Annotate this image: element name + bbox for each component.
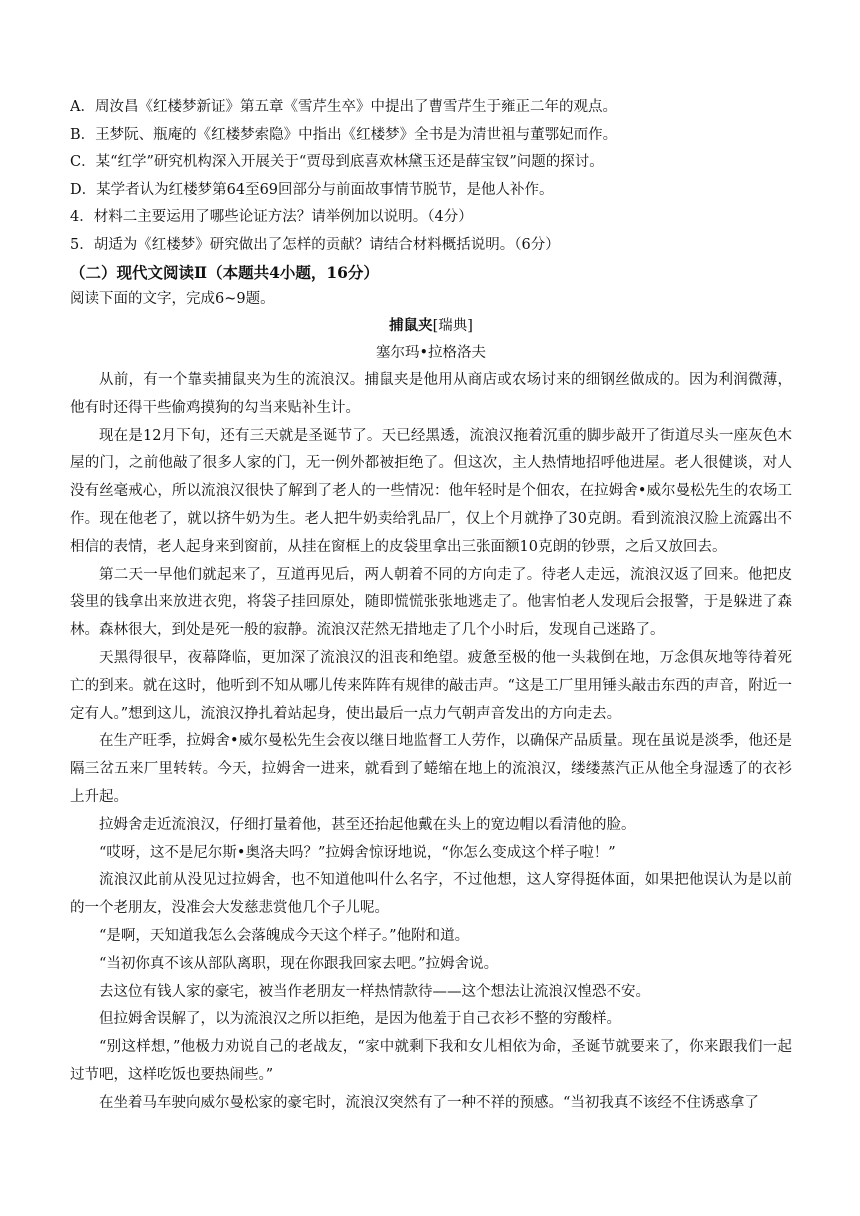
paragraph: 第二天一早他们就起来了，互道再见后，两人朝着不同的方向走了。待老人走远，流浪汉返了回来。他把皮袋里的钱拿出来放进衣兜，将袋子挂回原处，随即慌慌张张地逃走了。他害怕老人发现后会报警，于是躲进了森林。森林很大，到处是死一般的寂静。流浪汉茫然无措地走了几个小时后，发现自己迷路了。 (70, 566, 792, 639)
paragraph: 但拉姆舍误解了，以为流浪汉之所以拒绝，是因为他羞于自己衣衫不整的穷酸样。 (99, 1011, 621, 1028)
paragraph: 拉姆舍走近流浪汉，仔细打量着他，甚至还抬起他戴在头上的宽边帽以看清他的脸。 (99, 816, 636, 833)
paragraph: “别这样想，”他极力劝说自己的老战友，“家中就剩下我和女儿相依为命，圣诞节就要来了，你来跟我们一起过节吧，这样吃饭也要热闹些。” (70, 1039, 792, 1083)
paragraph: 去这位有钱人家的豪宅，被当作老朋友一样热情款待——这个想法让流浪汉惶恐不安。 (99, 983, 650, 1000)
option-a: A．周汝昌《红楼梦新证》第五章《雪芹生卒》中提出了曹雪芹生于雍正二年的观点。 (70, 99, 617, 115)
question-list (70, 204, 792, 259)
paragraph: 流浪汉此前从没见过拉姆舍，也不知道他叫什么名字，不过他想，这人穿得挺体面，如果把他误认为是以前的一个老朋友，没准会大发慈悲赏他几个子儿呢。 (70, 872, 792, 917)
paragraph: 在坐着马车驶向威尔曼松家的豪宅时，流浪汉突然有了一种不祥的预感。“当初我真不该经不住诱惑拿了 (99, 1094, 759, 1111)
paragraph: 天黑得很早，夜幕降临，更加深了流浪汉的沮丧和绝望。疲惫至极的他一头栽倒在地，万念俱灰地等待着死亡的到来。就在这时，他听到不知从哪儿传来阵阵有规律的敲击声。“这是工厂里用锤头敲击东西的声音，附近一定有人。”想到这儿，流浪汉挣扎着站起身，使出最后一点力气朝声音发出的方向走去。 (70, 649, 792, 722)
paragraph: “哎呀，这不是尼尔斯•奥洛夫吗？”拉姆舍惊讶地说，“你怎么变成这个样子啦！” (99, 844, 616, 861)
story-title (70, 312, 792, 340)
question-4: 4．材料二主要运用了哪些论证方法？请举例加以说明。（4分） (70, 209, 473, 225)
paragraph: 从前，有一个靠卖捕鼠夹为生的流浪汉。捕鼠夹是他用从商店或农场讨来的细钢丝做成的。因为利润微薄，他有时还得干些偷鸡摸狗的勾当来贴补生计。 (70, 372, 792, 416)
reading-instruction: 阅读下面的文字，完成6~9题。 (70, 291, 275, 307)
story-origin: [瑞典] (432, 318, 473, 334)
story-author: 塞尔玛•拉格洛夫 (375, 345, 487, 361)
option-b: B．王梦阮、瓶庵的《红楼梦索隐》中指出《红楼梦》全书是为清世祖与董鄂妃而作。 (70, 126, 618, 143)
paragraph: “是啊，天知道我怎么会落魄成今天这个样子。”他附和道。 (99, 927, 470, 944)
story-title-text: 捕鼠夹 (389, 317, 433, 334)
answer-options (70, 94, 792, 204)
paragraph: 现在是12月下旬，还有三天就是圣诞节了。天已经黑透，流浪汉拖着沉重的脚步敲开了街道尽头一座灰色木屋的门，之前他敲了很多人家的门，无一例外都被拒绝了。但这次，主人热情地招呼他进屋。老人很健谈，对人没有丝毫戒心，所以流浪汉很快了解到了老人的一些情况：他年轻时是个佃农，在拉姆舍•威尔曼松先生的农场工作。现在他老了，就以挤牛奶为生。老人把牛奶卖给乳品厂，仅上个月就挣了30克朗。看到流浪汉脸上流露出不相信的表情，老人起身来到窗前，从挂在窗框上的皮袋里拿出三张面额10克朗的钞票，之后又放回去。 (70, 427, 792, 555)
option-d: D．某学者认为红楼梦第64至69回部分与前面故事情节脱节，是他人补作。 (70, 181, 554, 198)
story-body (70, 367, 792, 1118)
question-5: 5．胡适为《红楼梦》研究做出了怎样的贡献？请结合材料概括说明。（6分） (70, 236, 560, 253)
section-title: （二）现代文阅读Ⅱ（本题共4小题，16分） (70, 263, 379, 282)
paragraph: 在生产旺季，拉姆舍•威尔曼松先生会夜以继日地监督工人劳作，以确保产品质量。现在虽说是淡季，他还是隔三岔五来厂里转转。今天，拉姆舍一进来，就看到了蜷缩在地上的流浪汉，缕缕蒸汽正从他全身湿透了的衣衫上升起。 (70, 733, 792, 805)
option-c: C．某“红学”研究机构深入开展关于“贾母到底喜欢林黛玉还是薛宝钗”问题的探讨。 (70, 154, 604, 170)
paragraph: “当初你真不该从部队离职，现在你跟我回家去吧。”拉姆舍说。 (99, 955, 499, 972)
